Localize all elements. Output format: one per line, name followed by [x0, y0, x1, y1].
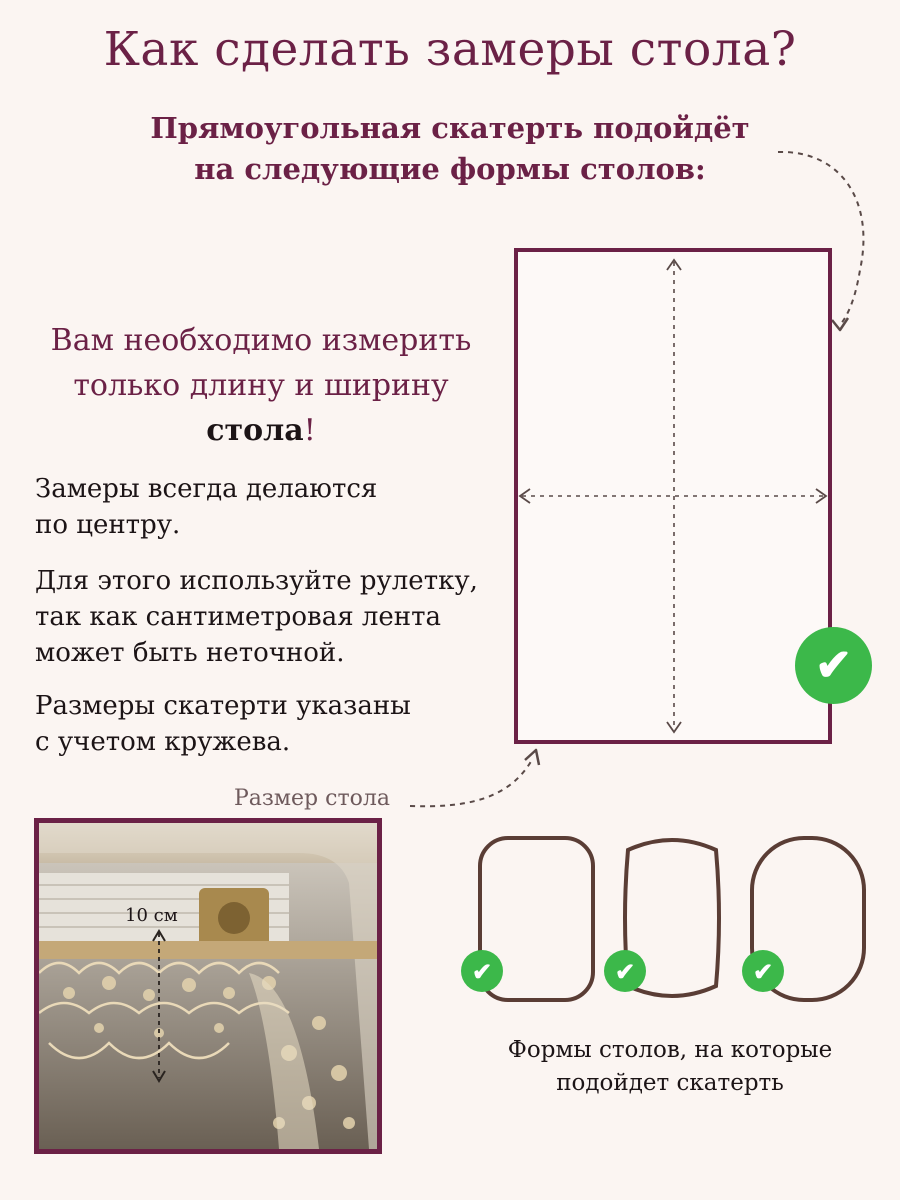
subtitle-line-1: Прямоугольная скатерть подойдёт — [150, 111, 750, 145]
check-icon: ✔ — [604, 950, 646, 992]
paragraph-line: так как сантиметровая лента — [35, 601, 441, 632]
shapes-caption-line-1: Формы столов, на которые — [507, 1037, 833, 1063]
check-icon: ✔ — [742, 950, 784, 992]
paragraph-line: с учетом кружева. — [35, 726, 291, 757]
measure-note-line-3 — [0, 408, 522, 453]
measure-note-bold-word: стола — [206, 413, 304, 448]
paragraph-line: Замеры всегда делаются — [35, 474, 378, 504]
photo-measure-label: 10 см — [125, 905, 178, 926]
page-title: Как сделать замеры стола? — [103, 22, 797, 77]
measure-note — [0, 318, 522, 453]
lace-tablecloth-photo — [34, 818, 382, 1154]
check-icon: ✔ — [795, 627, 872, 704]
paragraph-center — [35, 472, 515, 544]
arrow-to-rectangle-icon — [405, 740, 555, 815]
subtitle-line-2: на следующие формы столов: — [194, 152, 706, 187]
table-shapes-icon — [470, 830, 880, 1010]
paragraph-tape — [35, 564, 515, 672]
shapes-caption — [470, 1034, 870, 1099]
paragraph-line: Размеры скатерти указаны — [35, 691, 411, 721]
check-icon: ✔ — [461, 950, 503, 992]
measure-note-exclamation: ! — [303, 413, 316, 448]
table-size-label: Размер стола — [234, 786, 390, 811]
lace-tablecloth-image — [39, 823, 377, 1149]
paragraph-line: может быть неточной. — [35, 637, 345, 668]
measure-note-line-1: Вам необходимо измерить — [50, 323, 472, 358]
paragraph-line: Для этого используйте рулетку, — [35, 566, 478, 596]
measurement-arrows-icon — [514, 248, 832, 744]
shapes-caption-line-2: подойдет скатерть — [556, 1069, 784, 1096]
paragraph-line: по центру. — [35, 509, 181, 540]
measure-note-line-2: только длину и ширину — [73, 368, 449, 403]
